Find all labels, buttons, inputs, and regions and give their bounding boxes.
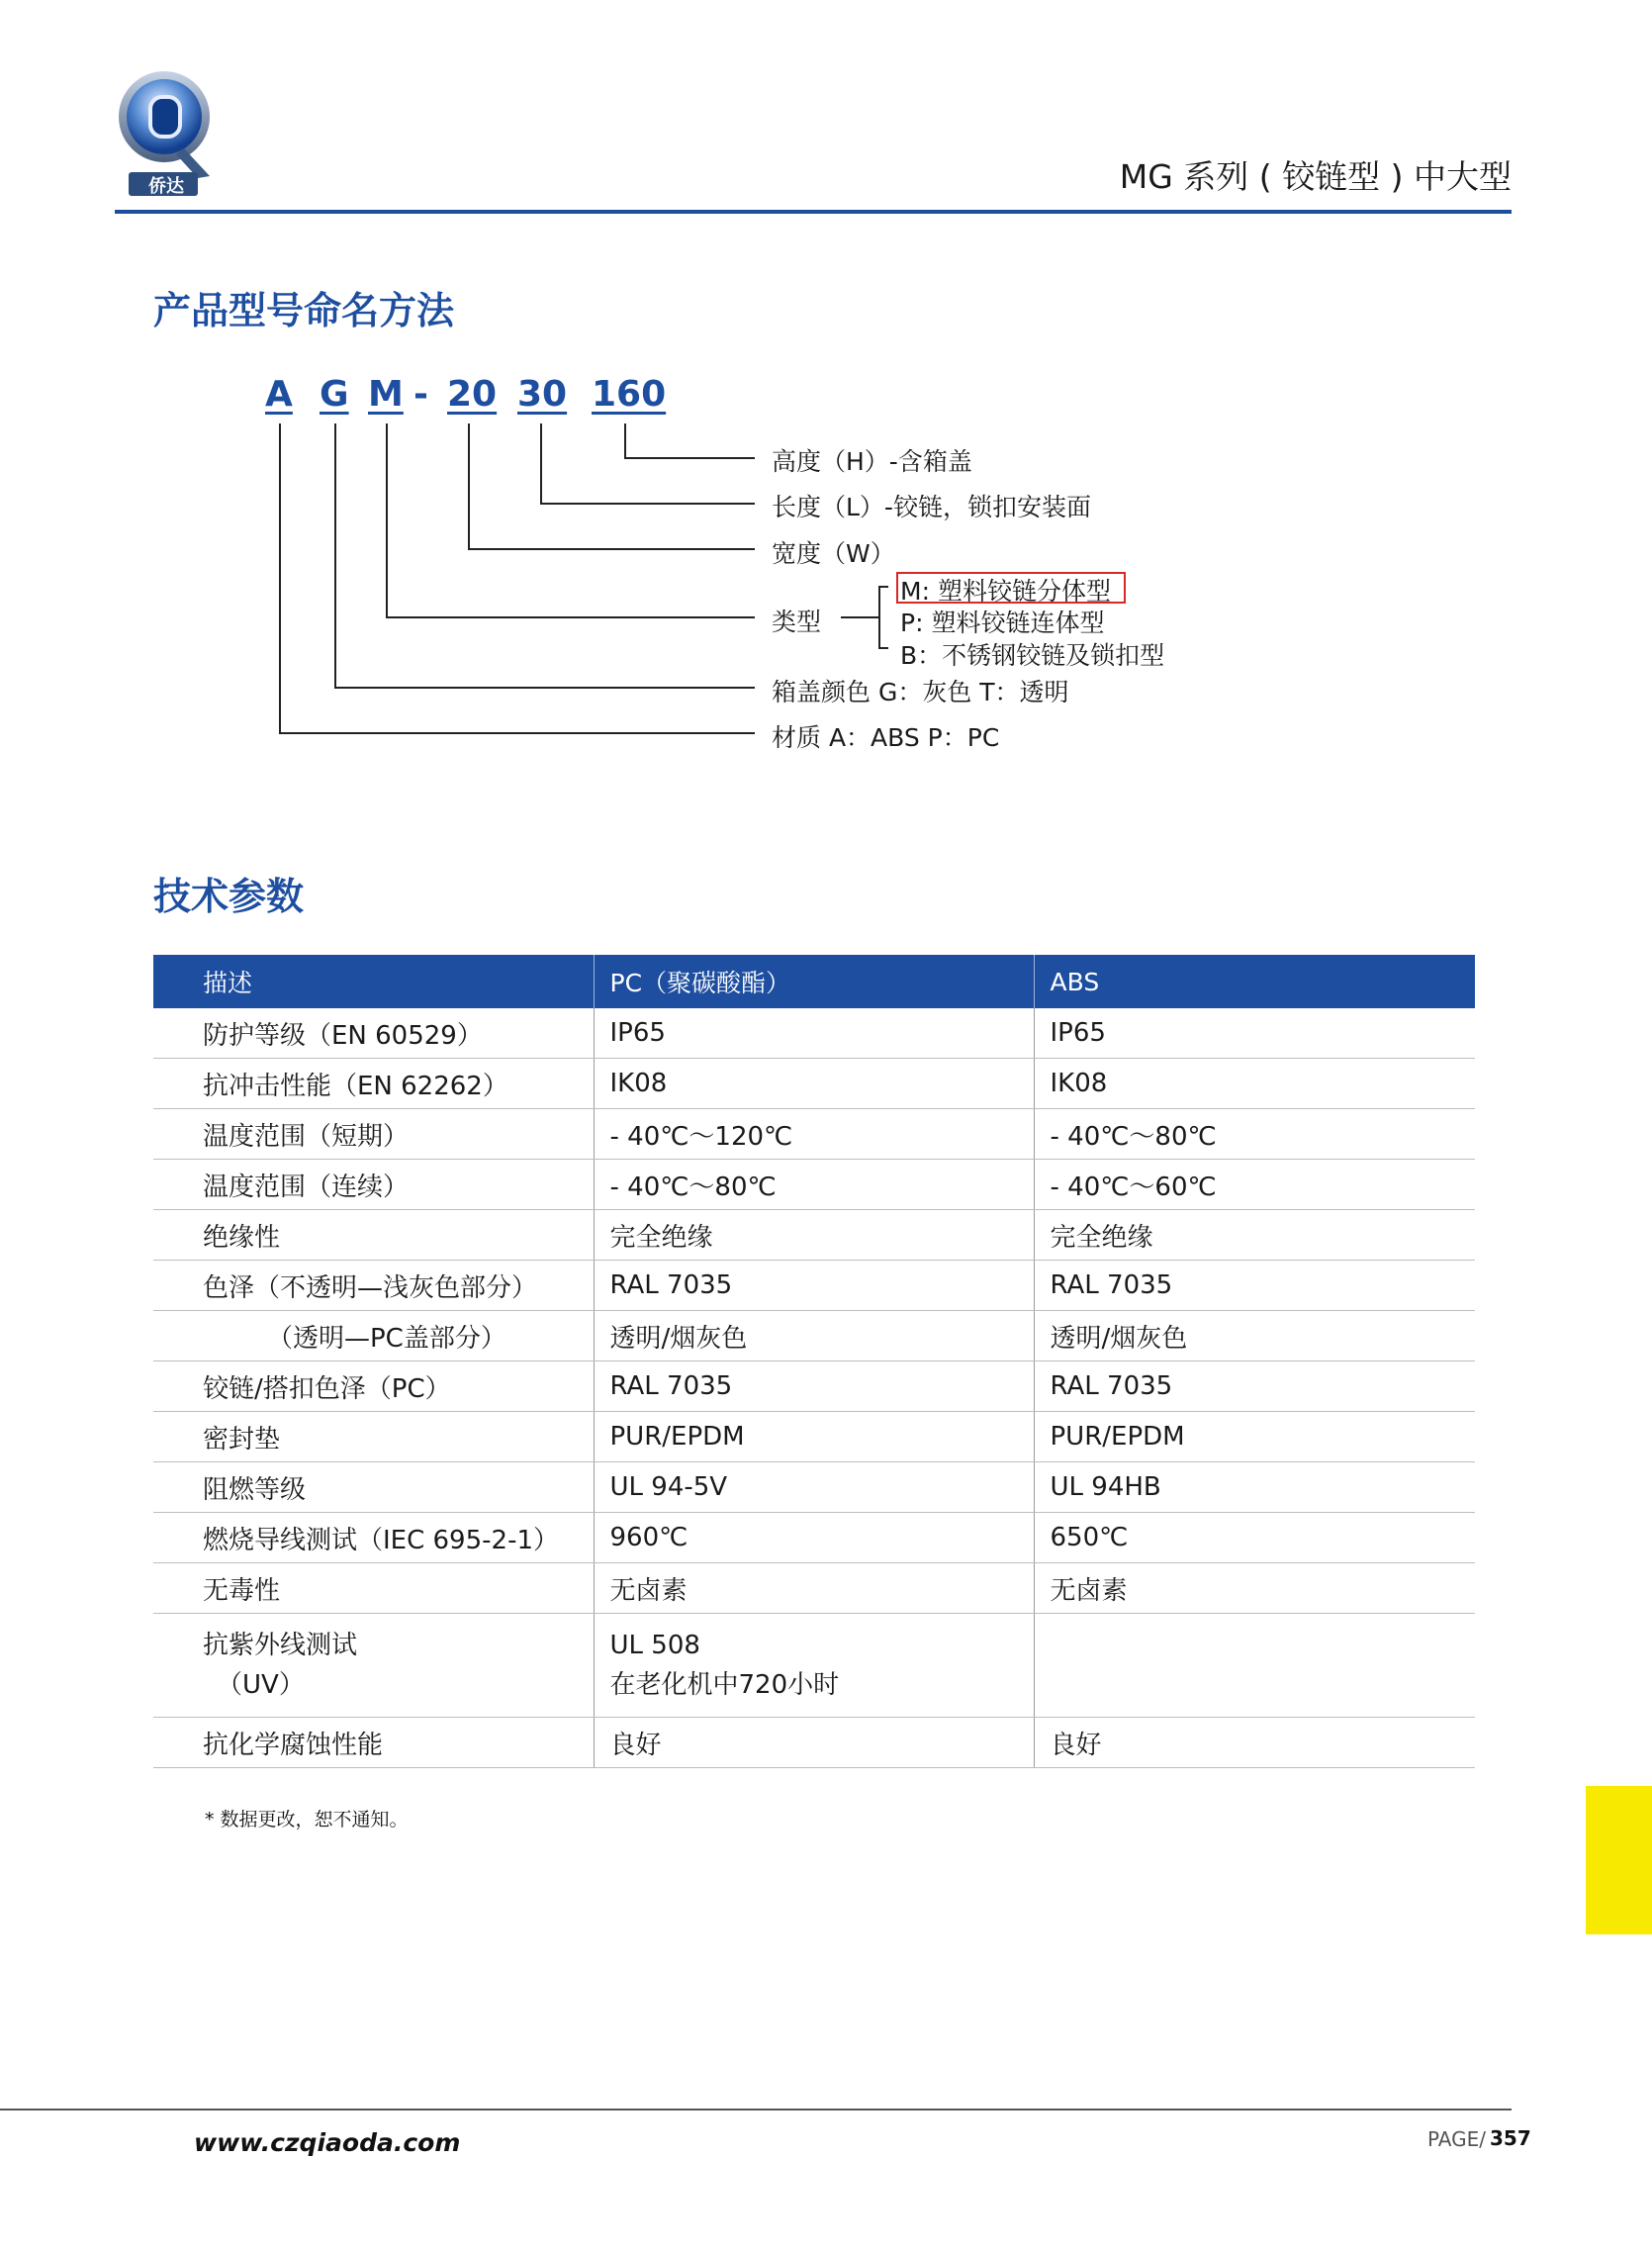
- cell-desc: 抗冲击性能（EN 62262）: [153, 1059, 594, 1109]
- type-bracket-v: [878, 586, 880, 649]
- side-section-tab: [1586, 1786, 1652, 1934]
- code-length: 30: [517, 374, 568, 415]
- cell-abs: IP65: [1034, 1008, 1475, 1059]
- cell-desc-line2: （UV）: [217, 1670, 305, 1700]
- cell-pc: 960℃: [594, 1513, 1034, 1563]
- cell-desc: 无毒性: [153, 1563, 594, 1614]
- code-cover-color: G: [320, 374, 349, 415]
- page-label: PAGE/: [1427, 2127, 1486, 2151]
- label-material: 材质 A：ABS P：PC: [772, 723, 1000, 752]
- footnote: * 数据更改，恕不通知。: [205, 1809, 409, 1830]
- cell-abs: 完全绝缘: [1034, 1210, 1475, 1261]
- cell-pc-line2: 在老化机中720小时: [609, 1670, 840, 1700]
- code-material: A: [265, 374, 293, 415]
- cell-abs: 无卤素: [1034, 1563, 1475, 1614]
- connector-length-v: [540, 423, 542, 505]
- website-link[interactable]: www.czqiaoda.com: [194, 2128, 461, 2157]
- cell-abs: [1034, 1614, 1475, 1718]
- header-divider: [115, 210, 1512, 214]
- table-row: [153, 1718, 1475, 1768]
- cell-desc: 燃烧导线测试（IEC 695-2-1）: [153, 1513, 594, 1563]
- spec-heading: 技术参数: [153, 875, 305, 918]
- cell-desc: 防护等级（EN 60529）: [153, 1008, 594, 1059]
- table-row: [153, 1513, 1475, 1563]
- connector-height-h: [624, 457, 755, 459]
- cell-desc: 铰链/搭扣色泽（PC）: [153, 1361, 594, 1412]
- label-type-p: P: 塑料铰链连体型: [900, 609, 1105, 637]
- cell-abs: - 40℃～60℃: [1034, 1160, 1475, 1210]
- cell-pc: 完全绝缘: [594, 1210, 1034, 1261]
- table-row: [153, 1210, 1475, 1261]
- column-header-pc: PC（聚碳酸酯）: [594, 955, 1034, 1008]
- cell-pc: 无卤素: [594, 1563, 1034, 1614]
- table-row: [153, 1109, 1475, 1160]
- connector-type-h: [386, 616, 755, 618]
- cell-pc-line1: UL 508: [609, 1631, 700, 1660]
- table-row: [153, 1412, 1475, 1462]
- cell-abs: RAL 7035: [1034, 1361, 1475, 1412]
- code-width: 20: [447, 374, 498, 415]
- cell-pc: [594, 1614, 1034, 1718]
- cell-abs: PUR/EPDM: [1034, 1412, 1475, 1462]
- cell-pc: RAL 7035: [594, 1261, 1034, 1311]
- logo-text: 侨达: [148, 176, 184, 197]
- cell-desc: （透明—PC盖部分）: [153, 1311, 594, 1361]
- cell-desc: 绝缘性: [153, 1210, 594, 1261]
- table-row: [153, 1008, 1475, 1059]
- code-type: M: [368, 374, 404, 415]
- connector-cover-v: [334, 423, 336, 689]
- label-height: 高度（H）-含箱盖: [772, 447, 972, 476]
- table-row: [153, 1361, 1475, 1412]
- table-row: [153, 1261, 1475, 1311]
- table-row: [153, 1614, 1475, 1718]
- cell-abs: - 40℃～80℃: [1034, 1109, 1475, 1160]
- label-type: 类型: [772, 608, 822, 636]
- cell-abs: RAL 7035: [1034, 1261, 1475, 1311]
- column-header-desc: 描述: [153, 955, 594, 1008]
- connector-material-v: [279, 423, 281, 734]
- connector-height-v: [624, 423, 626, 459]
- type-bracket-stem: [841, 616, 878, 618]
- label-length: 长度（L）-铰链，锁扣安装面: [772, 493, 1091, 521]
- cell-desc: 阻燃等级: [153, 1462, 594, 1513]
- cell-desc: 温度范围（连续）: [153, 1160, 594, 1210]
- table-row: [153, 1160, 1475, 1210]
- table-row: [153, 1563, 1475, 1614]
- cell-desc: 色泽（不透明—浅灰色部分）: [153, 1261, 594, 1311]
- cell-pc: - 40℃～80℃: [594, 1160, 1034, 1210]
- cell-pc: 透明/烟灰色: [594, 1311, 1034, 1361]
- label-type-b: B：不锈钢铰链及锁扣型: [900, 641, 1165, 670]
- company-logo: [115, 65, 218, 198]
- footer-divider: [0, 2109, 1512, 2111]
- connector-type-v: [386, 423, 388, 618]
- connector-material-h: [279, 732, 755, 734]
- cell-abs: 透明/烟灰色: [1034, 1311, 1475, 1361]
- table-header-row: [153, 955, 1475, 1008]
- connector-width-v: [468, 423, 470, 550]
- spec-table: [153, 955, 1475, 1768]
- connector-cover-h: [334, 687, 755, 689]
- page-number: 357: [1490, 2126, 1531, 2150]
- connector-length-h: [540, 503, 755, 505]
- cell-desc: [153, 1614, 594, 1718]
- cell-desc-line1: 抗紫外线测试: [203, 1631, 358, 1660]
- cell-pc: IK08: [594, 1059, 1034, 1109]
- table-row: [153, 1059, 1475, 1109]
- cell-abs: 良好: [1034, 1718, 1475, 1768]
- cell-desc: 温度范围（短期）: [153, 1109, 594, 1160]
- table-row: [153, 1462, 1475, 1513]
- cell-pc: UL 94-5V: [594, 1462, 1034, 1513]
- cell-abs: 650℃: [1034, 1513, 1475, 1563]
- code-height: 160: [592, 374, 667, 415]
- cell-desc: 抗化学腐蚀性能: [153, 1718, 594, 1768]
- type-bracket-bottom: [878, 647, 888, 649]
- cell-pc: PUR/EPDM: [594, 1412, 1034, 1462]
- naming-heading: 产品型号命名方法: [153, 289, 455, 332]
- column-header-abs: ABS: [1034, 955, 1475, 1008]
- type-bracket-top: [878, 586, 888, 588]
- code-dash: -: [413, 374, 428, 415]
- cell-abs: IK08: [1034, 1059, 1475, 1109]
- label-type-m: M: 塑料铰链分体型: [900, 577, 1111, 606]
- cell-pc: IP65: [594, 1008, 1034, 1059]
- cell-abs: UL 94HB: [1034, 1462, 1475, 1513]
- cell-pc: 良好: [594, 1718, 1034, 1768]
- cell-desc: 密封垫: [153, 1412, 594, 1462]
- label-width: 宽度（W）: [772, 539, 895, 568]
- cell-pc: - 40℃～120℃: [594, 1109, 1034, 1160]
- cell-pc: RAL 7035: [594, 1361, 1034, 1412]
- label-cover-color: 箱盖颜色 G：灰色 T：透明: [772, 678, 1069, 706]
- table-row: [153, 1311, 1475, 1361]
- series-title: MG 系列 ( 铰链型 ) 中大型: [1119, 157, 1512, 196]
- connector-width-h: [468, 548, 755, 550]
